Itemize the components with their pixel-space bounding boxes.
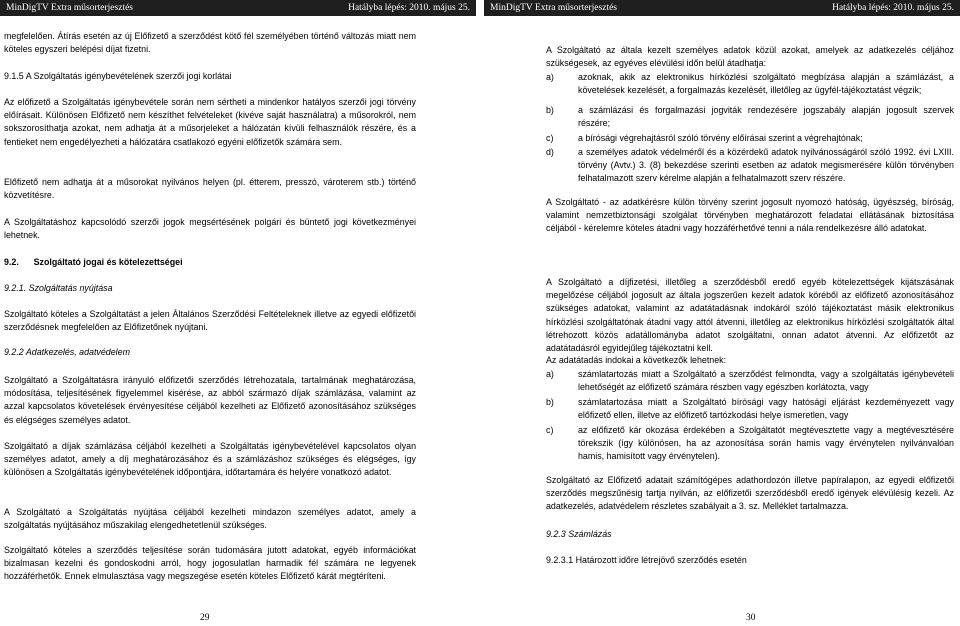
header-date: Hatályba lépés: 2010. május 25. [348, 3, 470, 13]
section-heading-9231: 9.2.3.1 Határozott időre létrejövő szerződés esetén [546, 555, 747, 565]
page-header-left [0, 0, 476, 16]
section-heading-922: 9.2.2 Adatkezelés, adatvédelem [4, 347, 130, 357]
paragraph: A Szolgáltató az általa kezelt személyes adatok közül azokat, amelyek az adatkezelés céljához szükségesek, az egyéves elévülési időn belül átadhatja: [546, 45, 954, 69]
page-header-right [484, 0, 960, 16]
list-text: a számlázási és forgalmazási jogviták rendezésére jogszabály alapján jogosult szervek részére; [578, 105, 954, 129]
section-heading-921: 9.2.1. Szolgáltatás nyújtása [4, 283, 113, 293]
paragraph: Előfizető nem adhatja át a műsorokat nyilvános helyen (pl. étterem, presszó, vároterem stb.) történő közvetítésre. [4, 177, 416, 201]
paragraph: Szolgáltató az Előfizető adatait számítógépes adathordozón illetve papíralapon, az egyedi előfizetői szerződés megszűnésig tartja nyilván, az előfizetői szerződésből eredő igények elévülésig kezeli. Az adatkezelés, adatvédelem részletes szabályait a 3. sz. Melléklet tartalmazza. [546, 475, 954, 512]
paragraph: Az adatátadás indokai a következők lehetnek: [546, 355, 727, 365]
list-item [546, 132, 954, 146]
header-title: MinDigTV Extra műsorterjesztés [6, 3, 133, 13]
page-number: 29 [200, 613, 210, 623]
list-marker: c) [546, 425, 554, 435]
paragraph: A Szolgáltató a díjfizetési, illetőleg a szerződésből eredő egyéb kötelezettségek kijátszásának megelőzése céljából jogosult az általa jogszerűen kezelt adatok köréből az előfizető azonosításához szükséges adatokat, valamint az adatátadásnak indokáról szóló tájékoztatást másik elektronikus hírközlési szolgáltatónak átadni vagy attól átvenni, illetőleg az elektronikus hírközlési szolgáltatók által létrehozott közös adatállományba adatot szolgáltatni, onnan adatot átvenni. Az előfizetőt az adatátadásról egyidejűleg tájékoztatni kell. [546, 277, 954, 354]
list-text: az előfizető kár okozása érdekében a Szolgáltatót megtévesztette vagy a megtévesztésére törekszik (így különösen, ha az azonosítása során hamis vagy érvénytelen nyilvánvalóan hamis, hamisított vagy érvénytelen). [578, 425, 954, 462]
list-marker: b) [546, 397, 554, 407]
intro-paragraph: megfelelően. Átírás esetén az új Előfizető a szerződést kötő fél személyében történő változás miatt nem köteles egyszeri belépési díjat fizetni. [4, 31, 416, 55]
section-heading-915: 9.1.5 A Szolgáltatás igénybevételének szerzői jogi korlátai [4, 71, 232, 81]
list-marker: a) [546, 369, 554, 379]
list-item [546, 424, 954, 464]
list-marker: b) [546, 105, 554, 115]
paragraph: Szolgáltató a díjak számlázása céljából kezelheti a Szolgáltatás igénybevételével kapcsolatos olyan személyes adatot, amely a díj meghatározásához és a számlázáshoz szükséges és elégséges, így különösen a Szolgáltatás igénybevételének időpontjára, időtartamára és helyére vonatkozó adatot. [4, 441, 416, 478]
list-text: azoknak, akik az elektronikus hírközlési szolgáltató megbízása alapján a számlázást, a követelések kezelését, a forgalmazás kezelését, illetőleg az ügyfél-tájékoztatást végzik; [578, 72, 954, 96]
page-number: 30 [746, 613, 756, 623]
paragraph: Szolgáltató köteles a szerződés teljesítése során tudomására jutott adatokat, egyéb információkat bizalmasan kezelni és gondoskodni arról, hogy jogosulatlan harmadik fél számára ne legyenek hozzáférhetők. Ennek elmulasztása vagy megszegése esetén köteles Előfizető kárát megtéríteni. [4, 545, 416, 582]
list-marker: c) [546, 133, 554, 143]
paragraph: A Szolgáltatáshoz kapcsolódó szerzői jogok megsértésének polgári és büntető jogi következményei lehetnek. [4, 217, 416, 241]
section-number: 9.2. [4, 257, 19, 267]
list-text: a személyes adatok védelméről és a közérdekű adatok nyilvánosságáról szóló 1992. évi LXIII. törvény (Avtv.) 3. (8) bekezdése szerinti esetben az adatok megismerésére külön törvényben felhatalmazott szerv kérelme alapján a felhatalmazott szerv részére. [578, 147, 954, 184]
list-item [546, 71, 954, 98]
list-text: számlatartozás miatt a Szolgáltató a szerződést felmondta, vagy a szolgáltatás igénybevételi lehetőségét az előfizető számára részben vagy egészben korlátozta, vagy [578, 369, 954, 393]
list-marker: a) [546, 72, 554, 82]
paragraph: Szolgáltató köteles a Szolgáltatást a jelen Általános Szerződési Feltételeknek illetve az egyedi előfizetői szerződésnek megfelelően az Előfizetőnek nyújtani. [4, 309, 416, 333]
list-item [546, 146, 954, 186]
header-date: Hatályba lépés: 2010. május 25. [832, 3, 954, 13]
list-item [546, 368, 954, 395]
header-title: MinDigTV Extra műsorterjesztés [490, 3, 617, 13]
section-heading-923: 9.2.3 Számlázás [546, 529, 612, 539]
paragraph: Szolgáltató a Szolgáltatásra irányuló előfizetői szerződés létrehozatala, tartalmának meghatározása, módosítása, teljesítésének figyelemmel kisérése, az abból származó díjak számlázása, valamint az azzal kapcsolatos követelések érvényesítése céljából kezelheti az Előfizető azonosításához szükséges és elégséges személyes adatot. [4, 375, 416, 425]
paragraph: Az előfizető a Szolgáltatás igénybevétele során nem sértheti a mindenkor hatályos szerzői jogi törvény előírásait. Különösen Előfizető nem készíthet felvételeket (kivéve saját használatra) a műsorokról, nem sokszorosíthatja azokat, nem adhatja át a műsorjeleket a hálózatán kívüli felhasználók részére, és a fentieket nem engedélyezheti a hálózatára csatlakozó egyéni előfizetők számára sem. [4, 97, 416, 147]
paragraph: A Szolgáltató - az adatkérésre külön törvény szerint jogosult nyomozó hatóság, ügyészség, bíróság, valamint nemzetbiztonsági szolgálat törvényben meghatározott feladatai ellátásának biztosítása céljából - kérelemre köteles átadni vagy hozzáférhetővé tenni a nála rendelkezésre álló adatokat. [546, 197, 954, 234]
list-item [546, 396, 954, 423]
section-heading-92 [4, 256, 416, 269]
list-text: számlatartozása miatt a Szolgáltató bírósági vagy hatósági eljárást kezdeményezett vagy előfizető ellen, illetve az előfizető tartózkodási helye ismeretlen, vagy [578, 397, 954, 421]
section-title: Szolgáltató jogai és kötelezettségei [33, 257, 183, 267]
list-marker: d) [546, 147, 554, 157]
list-item [546, 104, 954, 131]
paragraph: A Szolgáltató a Szolgáltatás nyújtása céljából kezelheti mindazon személyes adatot, amely a szolgáltatás nyújtásához műszakilag elengedhetetlenül szükséges. [4, 507, 416, 531]
list-text: a bírósági végrehajtásról szóló törvény előírásai szerint a végrehajtónak; [578, 133, 863, 143]
